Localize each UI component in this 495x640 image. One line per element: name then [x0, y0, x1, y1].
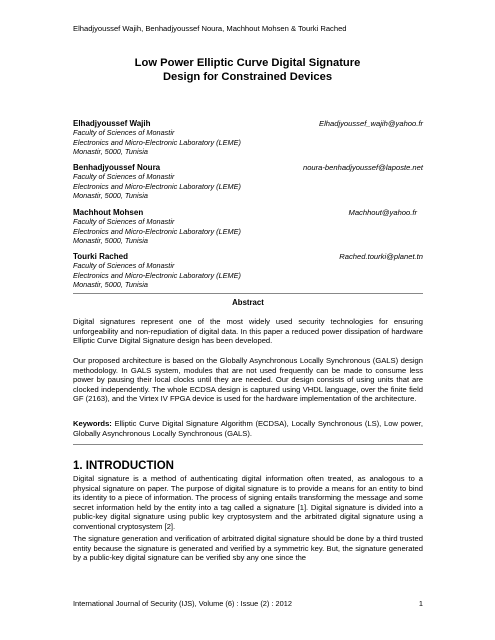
intro-paragraph-1: Digital signature is a method of authenticating digital information often treated, as analogous to a physical signature on paper. The purpose of digital signature is to provide a means for an entity to bind its identity to a piece of information. The process of signing entails transforming the message and some secret information held by the entity into a tag called a signature [1]. Digital signature is divided into a public-key digital signature using public key cryptosystem and the arbitrated digital signature using a conventional cryptosystem [2].: [73, 474, 423, 531]
author-email[interactable]: Elhadjyoussef_wajih@yahoo.fr: [319, 119, 423, 128]
author-name: Benhadjyoussef Noura: [73, 163, 161, 172]
author-email[interactable]: Machhout@yahoo.fr: [348, 208, 417, 217]
author-name: Tourki Rached: [73, 252, 128, 261]
author-affiliation-line: Faculty of Sciences of Monastir: [73, 217, 175, 227]
author-affiliation-line: Electronics and Micro-Electronic Laboratory (LEME): [73, 181, 241, 191]
abstract-top-rule: [73, 293, 423, 294]
abstract-bottom-rule: [73, 444, 423, 445]
abstract-paragraph-1: Digital signatures represent one of the most widely used security technologies for ensuring unforgeability and non-repudiation of digital data. In this paper a reduced power dissipation of hardware Elliptic Curve Digital Signature design has been developed.: [73, 317, 423, 346]
page-footer: [73, 599, 423, 608]
abstract-heading: Abstract: [232, 298, 264, 307]
author-affiliation-line: Faculty of Sciences of Monastir: [73, 128, 175, 138]
title-line-1: Low Power Elliptic Curve Digital Signature: [134, 57, 361, 69]
paper-title: [60, 56, 435, 84]
author-block-2: [73, 163, 423, 201]
abstract-paragraph-2: Our proposed architecture is based on the Globally Asynchronous Locally Synchronous (GALS) design methodology. In GALS system, modules that are not used frequently can be made to consume less power by pausing their local clocks until they are needed. Our design consists of using units that are clocked independently. The whole ECDSA design is captured using VHDL language, over the finite field GF (2163), and the Virtex IV FPGA device is used for the hardware implementation of the architecture.: [73, 356, 423, 404]
author-block-3: [73, 208, 423, 246]
author-affiliation-line: Faculty of Sciences of Monastir: [73, 172, 175, 182]
author-affiliation-line: Monastir, 5000, Tunisia: [73, 191, 148, 201]
author-affiliation-line: Electronics and Micro-Electronic Laboratory (LEME): [73, 137, 241, 147]
keywords-text: Elliptic Curve Digital Signature Algorithm (ECDSA), Locally Synchronous (LS), Low power, Globally Asynchronous Locally Synchronous (GALS).: [73, 419, 423, 438]
author-name: Elhadjyoussef Wajih: [73, 119, 151, 128]
author-email[interactable]: noura-benhadjyoussef@laposte.net: [302, 163, 423, 172]
author-affiliation-line: Monastir, 5000, Tunisia: [73, 147, 148, 157]
author-name: Machhout Mohsen: [73, 208, 144, 217]
author-affiliation-line: Faculty of Sciences of Monastir: [73, 261, 175, 271]
keywords-label: Keywords:: [73, 419, 112, 428]
section-heading-introduction: 1. INTRODUCTION: [73, 460, 174, 472]
keywords-paragraph: [73, 419, 423, 438]
author-affiliation-line: Monastir, 5000, Tunisia: [73, 280, 148, 290]
page-number: 1: [418, 599, 423, 608]
title-line-2: Design for Constrained Devices: [162, 71, 333, 83]
running-head: Elhadjyoussef Wajih, Benhadjyoussef Noura, Machhout Mohsen & Tourki Rached: [73, 24, 347, 33]
author-block-4: [73, 252, 423, 290]
journal-footer: International Journal of Security (IJS), Volume (6) : Issue (2) : 2012: [73, 599, 292, 608]
author-affiliation-line: Monastir, 5000, Tunisia: [73, 236, 148, 246]
intro-paragraph-2: The signature generation and verification of arbitrated digital signature should be done by a third trusted entity because the signature is generated and verified by a symmetric key. But, the signature generated by a public-key digital signature can be verified sby any one since the: [73, 534, 423, 563]
author-affiliation-line: Electronics and Micro-Electronic Laboratory (LEME): [73, 270, 241, 280]
author-block-1: [73, 119, 423, 157]
author-affiliation-line: Electronics and Micro-Electronic Laboratory (LEME): [73, 226, 241, 236]
author-email[interactable]: Rached.tourki@planet.tn: [339, 252, 423, 261]
